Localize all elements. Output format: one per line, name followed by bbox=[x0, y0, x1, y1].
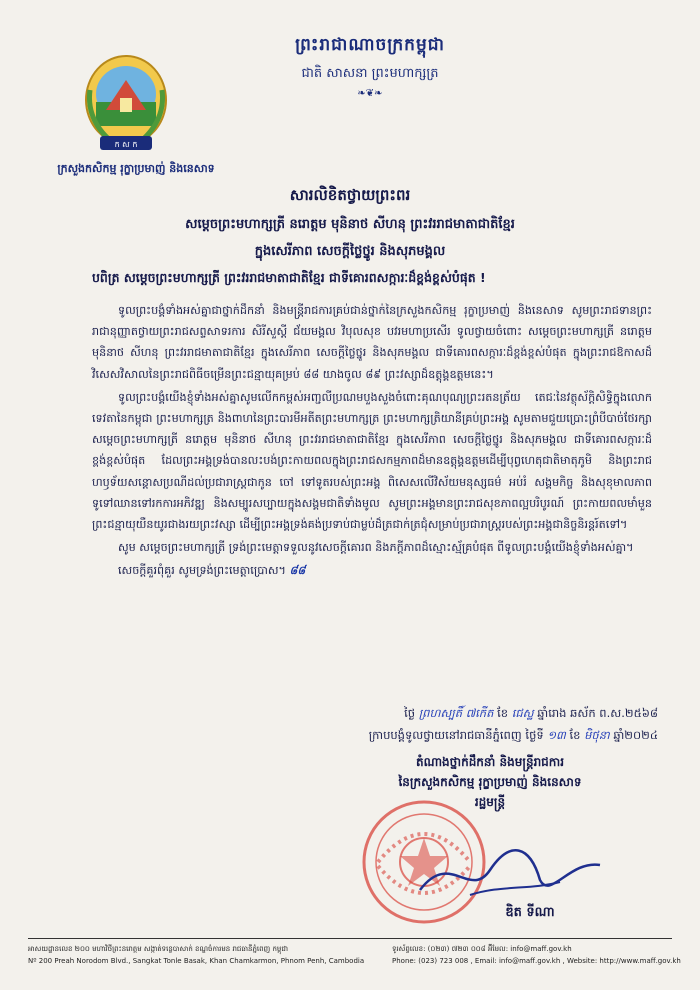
letter-title bbox=[60, 186, 640, 262]
kingdom-name: ព្រះរាជាណាចក្រកម្ពុជា bbox=[295, 35, 445, 55]
lunar-month-label: ខែ bbox=[497, 706, 509, 720]
lunar-month-handwritten: ជេស្ឋ bbox=[511, 706, 534, 720]
title-line-3: ក្នុងសេរីភាព សេចក្តីថ្លៃថ្នូរ និងសុភមង្គល bbox=[254, 244, 446, 259]
initial-mark: ៨៨ bbox=[289, 564, 306, 578]
date-block bbox=[318, 702, 658, 746]
lunar-year: ឆ្នាំរោង ឆស័ក ព.ស.២៥៦៨ bbox=[537, 706, 658, 720]
title-line-1: សារលិខិតថ្វាយព្រះពរ bbox=[289, 186, 411, 204]
solar-year: ឆ្នាំ២០២៤ bbox=[613, 728, 658, 742]
solar-month-label: ខែ bbox=[569, 728, 581, 742]
signatory-title: រដ្ឋមន្ត្រី bbox=[474, 795, 506, 809]
footer-contact bbox=[392, 943, 682, 967]
body-paragraph-1: ទូលព្រះបង្គំទាំងអស់គ្នាជាថ្នាក់ដឹកនាំ និងមន្ត្រីរាជការគ្រប់ជាន់ថ្នាក់នៃក្រសួងកសិកម្ម រុក្ខាប្រមាញ់ និងនេសាទ សូមព្រះរាជទានព្រះរាជានុញ្ញាតថ្វាយព្រះរាជសព្ទសាទរការ សិរីសួស្តី ជ័យមង្គល វិបុលសុខ បវរមហាប្រសើរ ទូលថ្វាយចំពោះ សម្តេចព្រះមហាក្សត្រី នរោត្តម មុនិនាថ សីហនុ ព្រះវររាជមាតាជាតិខ្មែរ ក្នុងសេរីភាព សេចក្តីថ្លៃថ្នូរ និងសុភមង្គល ជាទីគោរពសក្ការៈដ៏ខ្ពង់ខ្ពស់បំផុត ក្នុងព្រះរាជឱកាសដ៏វិសេសវិសាលនៃព្រះរាជពិធីចម្រើនព្រះជន្មាយុគម្រប់ ៨៨ យាងចូល ៨៩ ព្រះវស្សាដ៏ឧត្តុង្គឧត្តមនេះ។ bbox=[92, 304, 652, 381]
footer-address bbox=[28, 943, 368, 967]
signer-name: ឌិត ទីណា bbox=[505, 905, 555, 920]
body-paragraph-3: សូម សម្តេចព្រះមហាក្សត្រី ទ្រង់ព្រះមេត្តាទទួលនូវសេចក្តីគោរព និងភក្តីភាពដ៏ស្មោះស្ម័គ្របំផុត ពីទូលព្រះបង្គំយើងខ្ញុំទាំងអស់គ្នា។ bbox=[118, 541, 634, 555]
ministry-name: ក្រសួងកសិកម្ម រុក្ខាប្រមាញ់ និងនេសាទ bbox=[57, 162, 215, 175]
handwritten-signature bbox=[410, 840, 610, 910]
lunar-date bbox=[318, 702, 658, 724]
solar-prefix: ក្រាបបង្គំទូលថ្វាយនៅរាជធានីភ្នំពេញ ថ្ងៃទី bbox=[368, 728, 544, 742]
footer-divider bbox=[28, 938, 672, 939]
nation-religion-king: ជាតិ សាសនា ព្រះមហាក្សត្រ bbox=[301, 66, 439, 81]
solar-day-handwritten: ១៣ bbox=[547, 728, 566, 742]
signatory-line-2: នៃក្រសួងកសិកម្ម រុក្ខាប្រមាញ់ និងនេសាទ bbox=[398, 775, 582, 789]
lunar-prefix: ថ្ងៃ bbox=[404, 706, 416, 720]
address-en: Nº 200 Preah Norodom Blvd., Sangkat Tonle Basak, Khan Chamkarmon, Phnom Penh, Cambodia bbox=[28, 957, 365, 965]
salutation: បពិត្រ សម្តេចព្រះមហាក្សត្រី ព្រះវររាជមាតាជាតិខ្មែរ ជាទីគោរពសក្ការៈដ៏ខ្ពង់ខ្ពស់បំផុត ! bbox=[92, 270, 486, 285]
kingdom-motto bbox=[250, 34, 490, 99]
body-paragraph-2: ទូលព្រះបង្គំយើងខ្ញុំទាំងអស់គ្នាសូមលើកកម្ពស់អញ្ជលីប្រណមបួងសួងចំពោះគុណបុណ្យព្រះរតនត្រ័យ តេជៈនៃវត្ថុស័ក្តិសិទ្ធិក្នុងលោក ទេវតានៃកម្ពុជា ព្រះមហាក្សត្រ និងពាហនៃព្រះបារមីអតីតព្រះមហាក្សត្រ ព្រះមហាក្សត្រិយានីគ្រប់ព្រះអង្គ សូមតាមជួយប្រោះព្រំបីបាច់ថែរក្សា សម្តេចព្រះមហាក្សត្រី នរោត្តម មុនិនាថ សីហនុ ព្រះវររាជមាតាជាតិខ្មែរ ក្នុងសេរីភាព សេចក្តីថ្លៃថ្នូរ និងសុភមង្គល ជាទីគោរពសក្ការៈដ៏ខ្ពង់ខ្ពស់បំផុត ដែលព្រះអង្គទ្រង់បានលះបង់ព្រះកាយពលក្នុងព្រះរាជសកម្មភាពដ៏មានឧត្តុង្គឧត្តមដើម្បីបុព្វហេតុជាតិមាតុភូមិ និងព្រះរាជហឫទ័យសន្តោសប្រណីដល់ប្រជារាស្ត្រជាកូន ចៅ ទៅទូតរបស់ព្រះអង្គ ពិសេសលើវិស័យមនុស្សធម៌ អប់រំ សង្គមកិច្ច និងសុខុមាលភាពទូទៅឈានទៅរកការអភិវឌ្ឍ និងសម្បូរសប្បាយក្នុងសង្គមជាតិទាំងមូល សូមព្រះអង្គមានព្រះរាជសុខភាពល្អបរិបូរណ៍ ព្រះកាយពលមាំមួន ព្រះជន្មាយុយឺនយូរជាងរយព្រះវស្សា ដើម្បីព្រះអង្គទ្រង់គង់ប្រទាប់ជាម្លប់ដ៏ត្រជាក់ត្រជុំសម្រាប់ប្រជារាស្ត្ររបស់ព្រះអង្គជានិច្ចនិរន្តរ៍តទៅ។ bbox=[92, 390, 652, 532]
solar-month-handwritten: មិថុនា bbox=[584, 728, 610, 742]
ministry-logo bbox=[82, 50, 170, 162]
closing-text: សេចក្តីគួរពុំគួរ សូមទ្រង់ព្រះមេត្តាប្រោស។ bbox=[118, 564, 286, 578]
logo-text: ក ស ក bbox=[114, 140, 138, 149]
title-line-2: សម្តេចព្រះមហាក្សត្រី នរោត្តម មុនិនាថ សីហនុ ព្រះវររាជមាតាជាតិខ្មែរ bbox=[185, 217, 515, 232]
signatory-line-1: តំណាងថ្នាក់ដឹកនាំ និងមន្ត្រីរាជការ bbox=[415, 755, 565, 769]
letter-body bbox=[92, 300, 652, 584]
contact-en: Phone: (023) 723 008 , Email: info@maff.gov.kh , Website: http://www.maff.gov.kh bbox=[392, 957, 681, 965]
solar-date bbox=[318, 724, 658, 746]
address-km: អាសយដ្ឋានលេខ ២០០ មហាវិថីព្រះនរោត្តម សង្កាត់ទន្លេបាសាក់ ខណ្ឌចំការមន រាជធានីភ្នំពេញ កម្ពុជា bbox=[28, 945, 288, 953]
lunar-day-handwritten: ព្រហស្បតិ៍ ៧កើត bbox=[418, 706, 494, 720]
contact-km: ទូរស័ព្ទលេខ: (០២៣) ៧២៣ ០០៨ អ៊ីមែល: info@maff.gov.kh bbox=[392, 945, 572, 953]
body-paragraph-4 bbox=[92, 560, 652, 581]
ornament: ❧❦❧ bbox=[357, 88, 383, 99]
